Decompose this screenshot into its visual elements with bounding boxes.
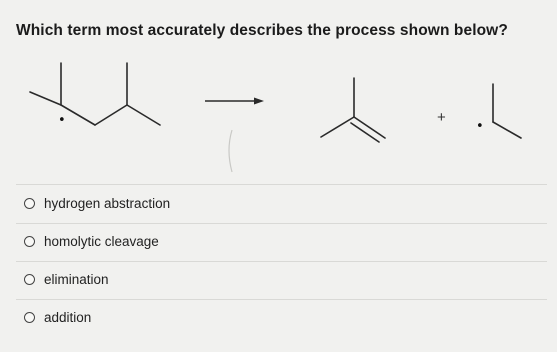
divider bbox=[16, 184, 547, 185]
option-label: homolytic cleavage bbox=[44, 234, 159, 249]
option-hydrogen-abstraction[interactable] bbox=[24, 196, 170, 211]
plus-sign: + bbox=[437, 109, 446, 126]
option-label: hydrogen abstraction bbox=[44, 196, 171, 211]
question-text: Which term most accurately describes the process shown below? bbox=[16, 22, 508, 39]
option-homolytic-cleavage[interactable] bbox=[24, 234, 159, 249]
divider bbox=[16, 223, 547, 224]
divider bbox=[16, 299, 547, 300]
reactant-structure bbox=[30, 63, 160, 125]
option-addition[interactable] bbox=[24, 310, 91, 325]
option-elimination[interactable] bbox=[24, 272, 109, 287]
reaction-arrow bbox=[205, 98, 264, 105]
option-label: addition bbox=[44, 310, 92, 325]
radio-button[interactable] bbox=[24, 236, 35, 247]
radio-button[interactable] bbox=[24, 198, 35, 209]
alkene-product-structure bbox=[321, 78, 385, 142]
stray-mark bbox=[229, 130, 232, 172]
product-radical-dot: • bbox=[476, 119, 484, 134]
radio-button[interactable] bbox=[24, 312, 35, 323]
radical-product-structure bbox=[493, 84, 521, 138]
radio-button[interactable] bbox=[24, 274, 35, 285]
divider bbox=[16, 261, 547, 262]
reactant-radical-dot: • bbox=[58, 113, 66, 128]
option-label: elimination bbox=[44, 272, 109, 287]
